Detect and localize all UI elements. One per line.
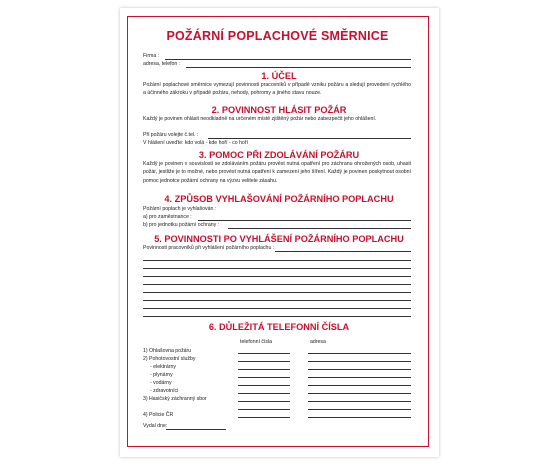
address-line: [308, 361, 411, 362]
phone-line: [238, 377, 290, 378]
duties-line: [143, 308, 411, 309]
fire-phone-line: [208, 138, 411, 139]
address-line: [308, 401, 411, 402]
contact-item-label: - vodárny: [150, 380, 172, 386]
contact-item-label: - zdravotníci: [150, 388, 179, 394]
address-line: [308, 393, 411, 394]
section-1-text: Požární poplachové směrnice vymezují povinnosti pracovníků v případě vzniku požáru a sledují provedení rychlého a účinného zákroku v případě požáru, nehody, pohromy a jiného stavu nouze.: [143, 82, 411, 97]
contact-item-label: 2) Pohotovostní služby: [143, 356, 196, 362]
alarm-brigade-line: [228, 228, 411, 229]
address-line: [308, 385, 411, 386]
duties-line: [143, 292, 411, 293]
column-phone-header: telefonní čísla: [240, 339, 273, 345]
firma-label: Firma :: [143, 53, 160, 59]
phone-line: [238, 385, 290, 386]
contact-item-label: 4) Policie ČR: [143, 412, 174, 418]
column-address-header: adresa: [310, 339, 326, 345]
adresa-label: adresa, telefon :: [143, 61, 181, 67]
phone-line: [238, 369, 290, 370]
duties-line: [143, 284, 411, 285]
section-1-heading: 1. ÚČEL: [261, 71, 297, 81]
duties-line: [143, 276, 411, 277]
address-line: [308, 353, 411, 354]
address-line: [308, 417, 411, 418]
section-3-text: Každý je povinen v souvislosti se zdoláváním požáru provést nutná opatření pro záchranu ohrožených osob, uhasit požár, jestliže je to možné, nebo provést nutná opatření k zamezení jeho šíření. Každý je povinen poskytnout osobní pomoc jednotce požární ochrany na výzvu velitele zásahu.: [143, 161, 411, 184]
firma-line: [165, 59, 411, 60]
section-5-heading: 5. POVINNOSTI PO VYHLÁŠENÍ POŽÁRNÍHO POPLACHU: [154, 234, 404, 244]
issued-line: [166, 429, 226, 430]
alarm-brigade-label: b) pro jednotku požární ochrany :: [143, 222, 220, 228]
report-script: V hlášení uveďte: kdo volá - kde hoří - co hoří: [143, 140, 248, 146]
issued-label: Vydal dne:: [143, 423, 168, 429]
document-title: POŽÁRNÍ POPLACHOVÉ SMĚRNICE: [166, 29, 389, 43]
contact-item-label: - elektrárny: [150, 364, 176, 370]
phone-line: [238, 353, 290, 354]
duties-line: [275, 251, 411, 252]
alarm-employees-line: [198, 220, 411, 221]
phone-line: [238, 393, 290, 394]
duties-intro: Povinnosti pracovníků při vyhlášení požárního poplachu :: [143, 245, 275, 251]
alarm-employees-label: a) pro zaměstnance :: [143, 214, 192, 220]
section-4-heading: 4. ZPŮSOB VYHLAŠOVÁNÍ POŽÁRNÍHO POPLACHU: [164, 194, 394, 204]
phone-line: [238, 409, 290, 410]
duties-line: [143, 268, 411, 269]
duties-line: [143, 316, 411, 317]
phone-line: [238, 417, 290, 418]
address-line: [308, 377, 411, 378]
section-2-text: Každý je povinen ohlásit neodkladně na určeném místě zjištěný požár nebo zabezpečit jeho ohlášení.: [143, 116, 377, 122]
contact-item-label: 1) Ohlašovna požáru: [143, 348, 192, 354]
phone-line: [238, 401, 290, 402]
address-line: [308, 409, 411, 410]
contact-item-label: 3) Hasičský záchranný sbor: [143, 396, 207, 402]
fire-phone-label: Při požáru volejte č.tel. :: [143, 132, 199, 138]
contact-item-label: - plynárny: [150, 372, 173, 378]
duties-line: [143, 300, 411, 301]
phone-line: [238, 361, 290, 362]
alarm-intro: Požární poplach je vyhlašován :: [143, 206, 217, 212]
duties-line: [143, 260, 411, 261]
section-3-heading: 3. POMOC PŘI ZDOLÁVÁNÍ POŽÁRU: [198, 150, 360, 160]
section-2-heading: 2. POVINNOST HLÁSIT POŽÁR: [211, 105, 347, 115]
adresa-line: [186, 67, 411, 68]
section-6-heading: 6. DŮLEŽITÁ TELEFONNÍ ČÍSLA: [208, 322, 350, 332]
address-line: [308, 369, 411, 370]
